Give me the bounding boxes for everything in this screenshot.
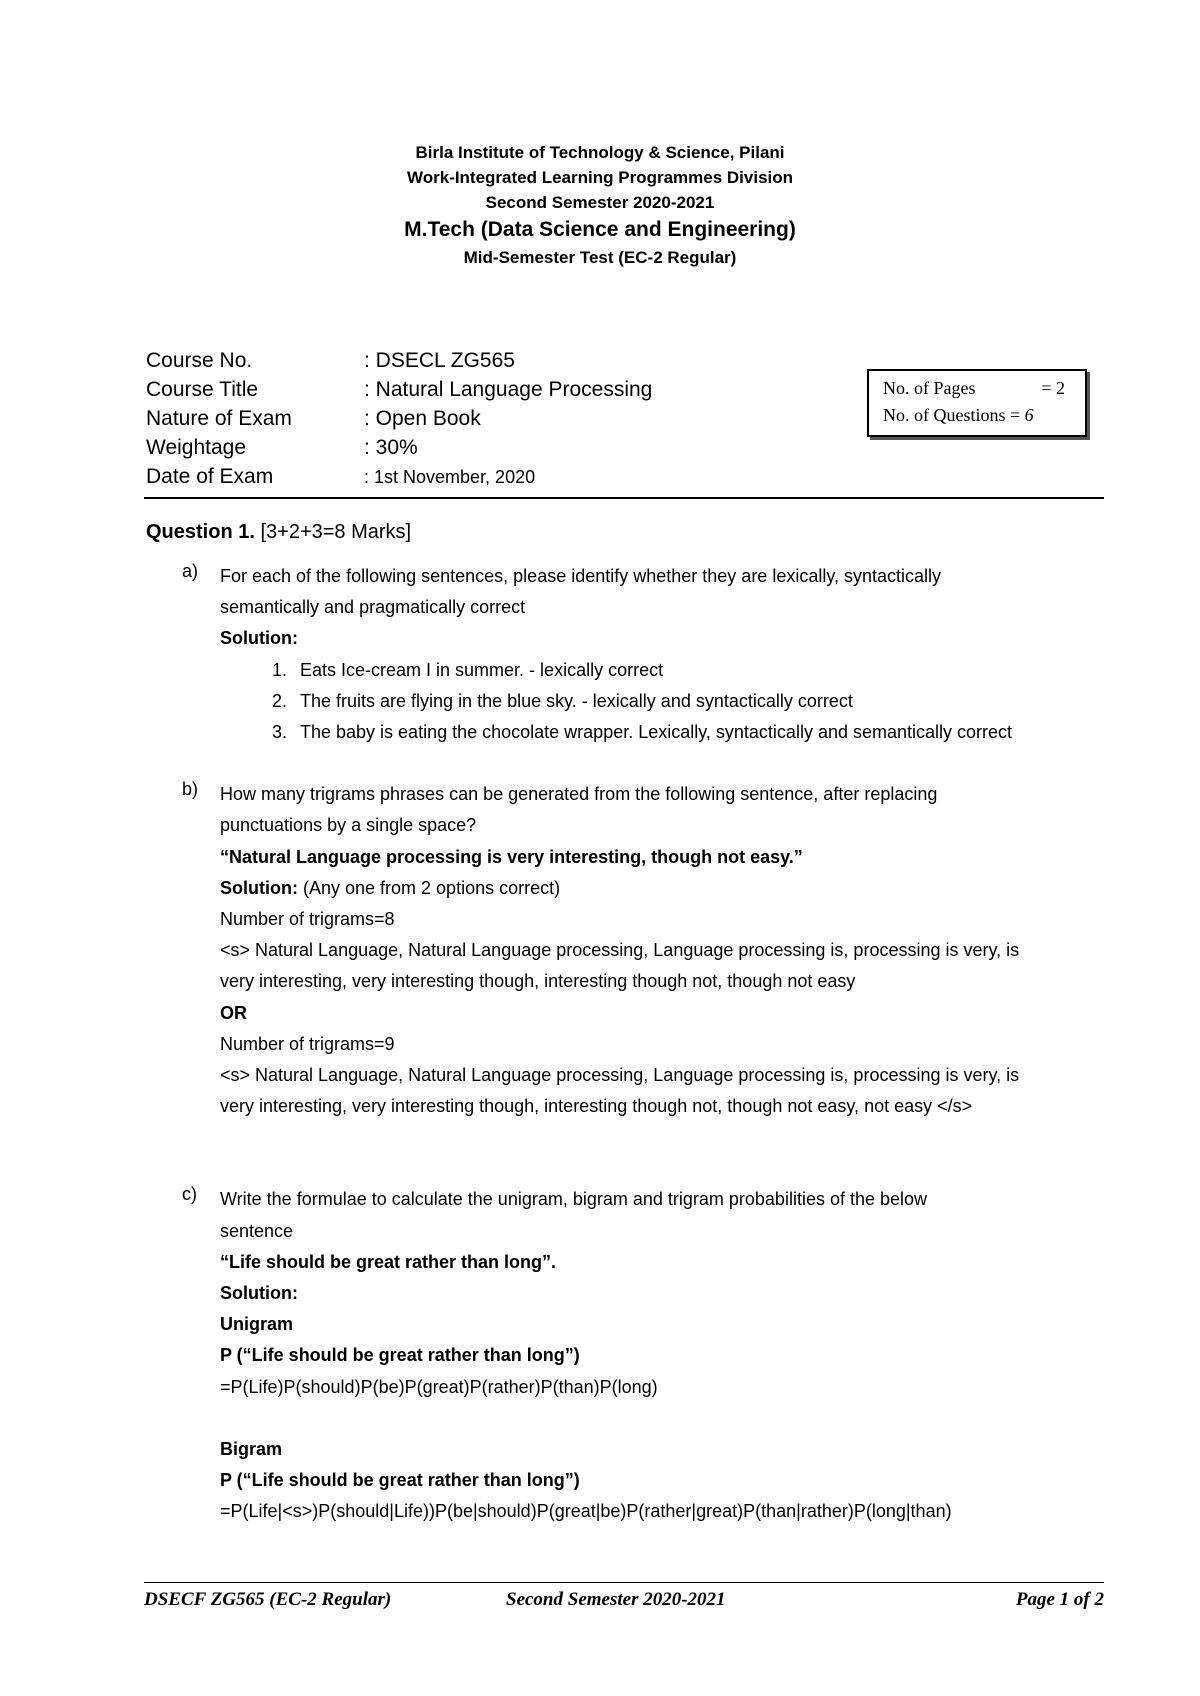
question-part-a — [146, 561, 1106, 748]
part-label: b) — [182, 779, 199, 800]
pages-questions-box — [867, 369, 1087, 437]
solution-line — [220, 873, 1106, 904]
trigram-count: Number of trigrams=9 — [220, 1033, 395, 1054]
questions-label: No. of Questions = — [883, 405, 1021, 425]
page-footer — [144, 1589, 1104, 1619]
course-info-label: Course No. — [146, 349, 253, 372]
question-part-b — [146, 779, 1106, 1122]
course-info-label: Weightage — [146, 436, 247, 459]
course-info-value: : Natural Language Processing — [364, 378, 653, 401]
course-info-label: Course Title — [146, 378, 259, 401]
questions-count-row — [883, 402, 1071, 429]
division-name: Work-Integrated Learning Programmes Division — [406, 168, 794, 187]
unigram-probability: P (“Life should be great rather than long”) — [220, 1345, 580, 1366]
part-label: c) — [182, 1184, 197, 1205]
part-label: a) — [182, 561, 199, 581]
quoted-sentence: “Life should be great rather than long”. — [220, 1251, 557, 1272]
question-marks: [3+2+3=8 Marks] — [260, 521, 412, 543]
part-text: Write the formulae to calculate the unigram, bigram and trigram probabilities of the below — [220, 1189, 928, 1210]
solution-label: Solution: — [220, 877, 298, 898]
semester-title: Second Semester 2020-2021 — [485, 193, 715, 212]
course-info-table — [146, 346, 652, 491]
programme-title: M.Tech (Data Science and Engineering) — [404, 218, 796, 241]
footer-semester: Second Semester 2020-2021 — [506, 1589, 726, 1610]
course-info-label: Nature of Exam — [146, 407, 292, 430]
question-1 — [146, 517, 1106, 1528]
pages-count-row — [883, 375, 1071, 402]
footer-divider — [144, 1582, 1104, 1583]
course-info-value: : 1st November, 2020 — [364, 467, 536, 487]
trigram-list: <s> Natural Language, Natural Language processing, Language processing is, processing is very, is — [220, 940, 1020, 961]
list-item: 3. The baby is eating the chocolate wrapper. Lexically, syntactically and semantically correct — [292, 717, 1106, 748]
part-text: For each of the following sentences, please identify whether they are lexically, syntactically — [220, 566, 942, 586]
solution-note: (Any one from 2 options correct) — [297, 877, 561, 898]
test-title: Mid-Semester Test (EC-2 Regular) — [463, 248, 737, 267]
or-separator: OR — [220, 1002, 247, 1023]
course-info-row — [146, 404, 652, 433]
header-divider — [144, 497, 1104, 499]
bigram-probability: P (“Life should be great rather than long”) — [220, 1470, 580, 1491]
course-info-row — [146, 375, 652, 404]
part-text: semantically and pragmatically correct — [220, 597, 526, 618]
trigram-list: very interesting, very interesting though, interesting though not, though not easy, not easy </s> — [220, 1096, 973, 1117]
unigram-formula: =P(Life)P(should)P(be)P(great)P(rather)P(than)P(long) — [220, 1376, 658, 1397]
course-info-value: : DSECL ZG565 — [364, 349, 515, 372]
list-item: 2. The fruits are flying in the blue sky. - lexically and syntactically correct — [292, 686, 1106, 717]
institute-name: Birla Institute of Technology & Science, Pilani — [415, 143, 785, 162]
trigram-list: <s> Natural Language, Natural Language processing, Language processing is, processing is very, is — [220, 1065, 1020, 1086]
document-header — [0, 140, 1200, 270]
part-text: sentence — [220, 1220, 294, 1241]
bigram-formula: =P(Life|<s>)P(should|Life))P(be|should)P(great|be)P(rather|great)P(than|rather)P(long|than) — [220, 1501, 952, 1522]
pages-label: No. of Pages — [883, 378, 976, 398]
questions-value: 6 — [1024, 405, 1034, 425]
part-text: punctuations by a single space? — [220, 815, 477, 836]
part-text: How many trigrams phrases can be generated from the following sentence, after replacing — [220, 784, 938, 805]
course-info-label: Date of Exam — [146, 465, 274, 488]
bigram-label: Bigram — [220, 1439, 283, 1460]
footer-course: DSECF ZG565 (EC-2 Regular) — [144, 1589, 392, 1610]
question-part-c — [146, 1184, 1106, 1527]
course-info-row — [146, 462, 652, 491]
pages-value: = 2 — [1041, 378, 1065, 398]
course-info-row — [146, 346, 652, 375]
solution-label: Solution: — [220, 1283, 298, 1304]
quoted-sentence: “Natural Language processing is very interesting, though not easy.” — [220, 846, 803, 867]
solution-label: Solution: — [220, 628, 298, 649]
question-title — [146, 517, 1106, 547]
course-info-row — [146, 433, 652, 462]
course-info-value: : 30% — [364, 436, 418, 459]
unigram-label: Unigram — [220, 1314, 294, 1335]
question-number: Question 1. — [146, 521, 255, 543]
course-info-value: : Open Book — [364, 407, 481, 430]
footer-page-number: Page 1 of 2 — [1015, 1589, 1104, 1610]
trigram-count: Number of trigrams=8 — [220, 909, 395, 930]
trigram-list: very interesting, very interesting though, interesting though not, though not easy — [220, 971, 856, 992]
list-item: 1. Eats Ice-cream I in summer. - lexically correct — [292, 655, 1106, 686]
solution-list — [220, 655, 1106, 749]
